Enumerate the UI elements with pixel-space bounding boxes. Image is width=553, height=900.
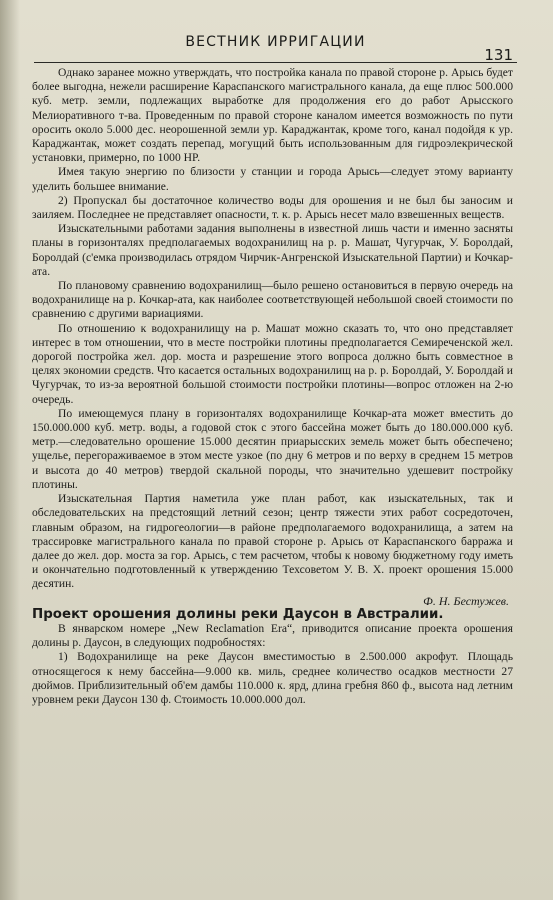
paragraph: 2) Пропускал бы достаточное количество воды для орошения и не был бы заносим и заиляем. Последнее не представляет опасности, т. к. р. Арысь несет мало взвешенных веществ. xyxy=(32,193,513,222)
paragraph: Изыскательными работами задания выполнены в известной лишь части и именно засняты планы в горизонталях предполагаемых водохранилищ на р. р. Машат, Чугурчак, У. Боролдай, Боролдай (с'емка производилась отрядом Чирчик-Ангренской Изыскательной Партии) и Кочкар-ата. xyxy=(32,222,513,278)
paragraph: По плановому сравнению водохранилищ—было решено остановиться в первую очередь на водохранилище на р. Кочкар-ата, как наиболее соответствующей небольшой своей стоимости по сравнению с другими вариациями. xyxy=(32,279,513,321)
section-heading: Проект орошения долины реки Даусон в Австралии. xyxy=(32,606,444,622)
paragraph: В январском номере „New Reclamation Era“, приводится описание проекта орошения долины р. Даусон, в следующих подробностях: xyxy=(32,621,513,650)
article-body xyxy=(32,66,513,707)
paragraph: Однако заранее можно утверждать, что постройка канала по правой стороне р. Арысь будет более выгодна, нежели расширение Караспанского магистрального канала, да еще плюс 500.000 куб. метр. земли, подлежащих выработке для продолжения его до работ Арысского Мелиоративного т-ва. Проведенным по правой стороне каналом имеется возможность по пути оросить около 5.000 дес. неорошенной земли ур. Караджантак, кроме того, канал подойдя к ур. Караджантак, может создать перепад, могущий быть использованным для гидроэлекрической установки, примерно, по 1000 HP. xyxy=(32,66,513,165)
paragraph: 1) Водохранилище на реке Даусон вместимостью в 2.500.000 акрофут. Площадь относящегося к нему бассейна—9.000 кв. миль, среднее количество осадков местности 27 дюймов. Приблизительный об'ем дамбы 110.000 к. ярд, длина гребня 860 ф., высота над летним уровнем реки Даусон 130 ф. Стоимость 10.000.000 дол. xyxy=(32,650,513,706)
journal-title: ВЕСТНИК ИРРИГАЦИИ xyxy=(185,34,366,50)
paragraph: Изыскательная Партия наметила уже план работ, как изыскательных, так и обследовательских на предстоящий летний сезон; центр тяжести этих работ сосредоточен, главным образом, на гидрогеологии—в районе предполагаемого водохранилища, а затем на трассировке магистрального канала по правой стороне р. Арысь от Караспанского барража и далее до жел. дор. моста за гор. Арысь, с тем расчетом, чтобы к новому бюджетному году иметь и окончательно подготовленный к утверждению Техсоветом У. В. Х. проект орошения 15.000 десятин. xyxy=(32,492,513,591)
paragraph: Имея такую энергию по близости у станции и города Арысь—следует этому варианту уделить большее внимание. xyxy=(32,165,513,193)
author-signature: Ф. Н. Бестужев. xyxy=(423,593,509,608)
paragraph: По имеющемуся плану в горизонталях водохранилище Кочкар-ата может вместить до 150.000.000 куб. метр. воды, а годовой сток с этого бассейна может быть до 180.000.000 куб. метр.—следовательно орошение 15.000 десятин приарысских земель может быть обеспечено; ущелье, перегораживаемое в этом месте узкое (по дну 6 метров и по верху в среднем 15 метров и высота до 40 метров) твердой скальной породы, что значительно удешевит постройку плотины. xyxy=(32,406,513,491)
paragraph: По отношению к водохранилищу на р. Машат можно сказать то, что оно представляет интерес в том отношении, что в месте постройки плотины предполагается Семиреченской жел. дорогой постройка жел. дор. моста и разрешение этого вопроса должно быть совместное в целях экономии средств. Что касается остальных водохранилищ на р. р. Боролдай, У. Боролдай и Чугурчак, то из-за вероятной большой стоимости постройки плотины—вопрос отложен на 2-ю очередь. xyxy=(32,321,513,406)
running-header xyxy=(34,28,517,63)
page-number: 131 xyxy=(484,46,513,64)
